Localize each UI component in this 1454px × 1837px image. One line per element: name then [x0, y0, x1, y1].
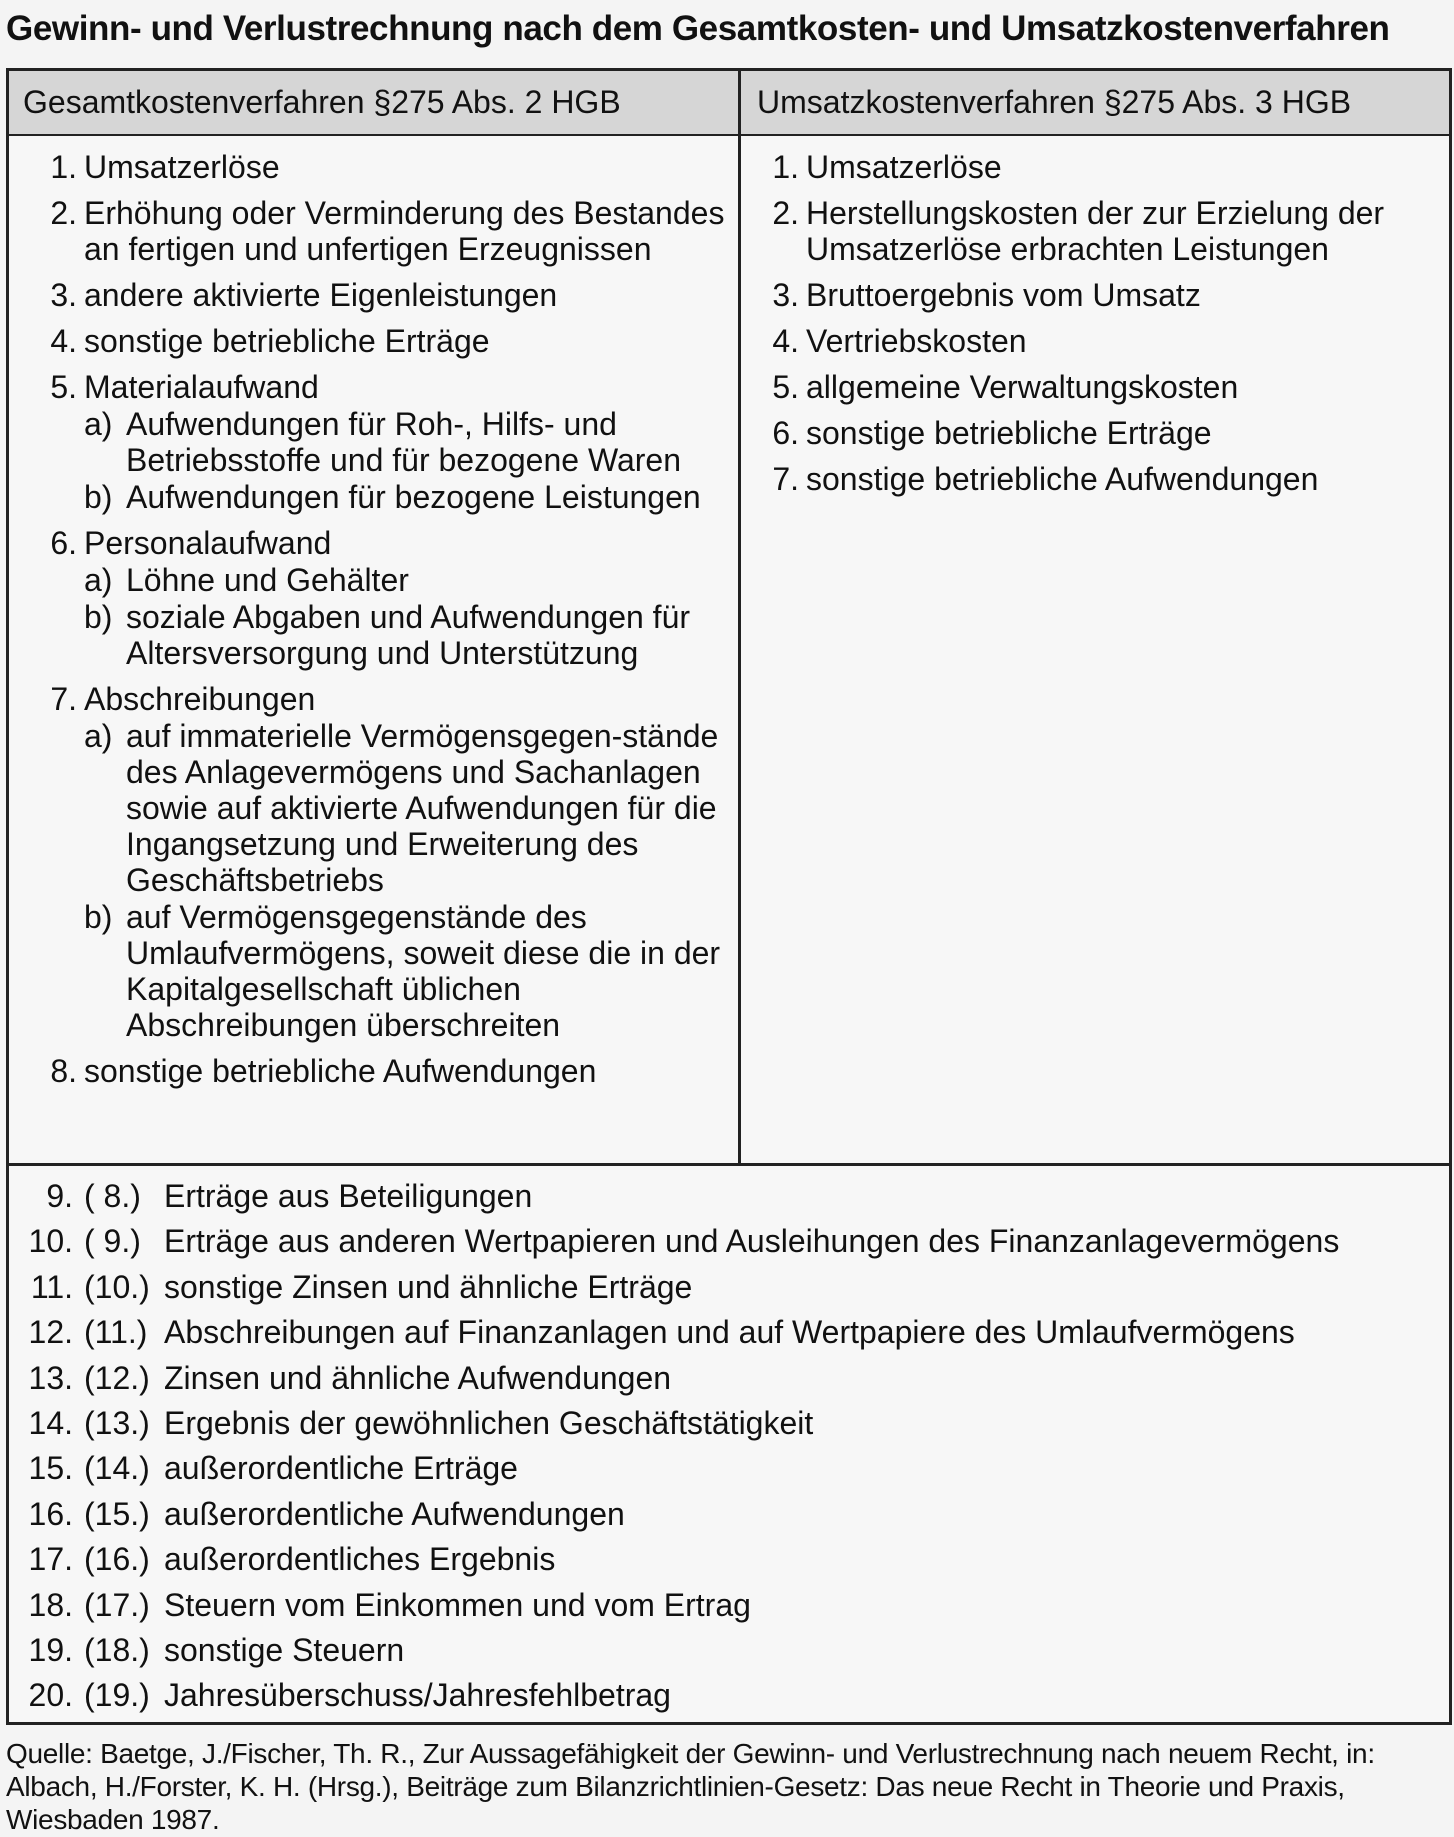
row-label: Abschreibungen auf Finanzanlagen und auf Wertpapiere des Umlaufvermögens [164, 1314, 1295, 1351]
row-number: 13. [28, 1359, 73, 1396]
row-alt-number: (15.) [84, 1495, 150, 1532]
row-number: 19. [28, 1631, 73, 1668]
sub-item-letter: b) [84, 899, 113, 935]
guv-table [6, 68, 1452, 1725]
table-row [23, 1541, 1443, 1577]
item-label: Personalaufwand [84, 525, 332, 561]
source-citation: Quelle: Baetge, J./Fischer, Th. R., Zur Aussagefähigkeit der Gewinn- und Verlustrechnung nach neuem Recht, in: Albach, H./Forster, K. H. (Hrsg.), Beiträge zum Bilanzrichtlinien-Gesetz: Das neue Recht in Theorie und Praxis, Wiesbaden 1987. [6, 1738, 1375, 1835]
list-item [37, 681, 727, 1043]
sub-item [84, 406, 727, 478]
sub-item-letter: a) [84, 406, 113, 442]
gesamtkosten-list [37, 149, 727, 1099]
row-label: außerordentliche Erträge [164, 1450, 518, 1487]
row-label: Zinsen und ähnliche Aufwendungen [164, 1359, 672, 1396]
table-row [23, 1405, 1443, 1441]
item-number: 6. [50, 525, 77, 561]
sub-item [84, 479, 727, 515]
row-alt-number: (12.) [84, 1359, 150, 1396]
row-label: sonstige Steuern [164, 1631, 405, 1668]
row-number: 10. [28, 1223, 73, 1260]
row-label: außerordentliche Aufwendungen [164, 1495, 625, 1532]
row-alt-number: (11.) [84, 1314, 148, 1351]
item-label: Bruttoergebnis vom Umsatz [806, 277, 1201, 313]
row-number: 15. [28, 1450, 73, 1487]
list-item [37, 195, 727, 267]
row-alt-number: ( 9.) [84, 1223, 141, 1260]
item-number: 5. [772, 369, 799, 405]
row-number: 11. [30, 1268, 73, 1305]
item-label: Vertriebskosten [806, 323, 1027, 359]
item-number: 4. [50, 323, 77, 359]
item-label: Abschreibungen [84, 681, 316, 717]
item-label: Umsatzerlöse [84, 149, 280, 185]
row-label: Erträge aus anderen Wertpapieren und Ausleihungen des Finanzanlagevermögens [164, 1223, 1340, 1260]
item-label: andere aktivierte Eigenleistungen [84, 277, 558, 313]
item-number: 2. [50, 195, 77, 231]
umsatzkosten-list [759, 149, 1439, 507]
item-number: 1. [50, 149, 77, 185]
list-item [759, 195, 1439, 267]
table-row [23, 1178, 1443, 1214]
list-item [759, 415, 1439, 451]
table-row [23, 1632, 1443, 1668]
section-divider [9, 1163, 1449, 1166]
row-alt-number: (18.) [84, 1631, 150, 1668]
sub-item-label: soziale Abgaben und Aufwendungen für Altersversorgung und Unterstützung [126, 599, 691, 671]
item-label: sonstige betriebliche Aufwendungen [84, 1053, 597, 1089]
row-label: Steuern vom Einkommen und vom Ertrag [164, 1586, 751, 1623]
list-item [37, 525, 727, 671]
item-label: Umsatzerlöse [806, 149, 1002, 185]
row-label: außerordentliches Ergebnis [164, 1541, 556, 1578]
page-title: Gewinn- und Verlustrechnung nach dem Gesamtkosten- und Umsatzkostenverfahren [6, 9, 1390, 48]
row-label: Jahresüberschuss/Jahresfehlbetrag [164, 1677, 671, 1714]
table-row [23, 1223, 1443, 1259]
row-number: 14. [28, 1404, 73, 1441]
column-divider [738, 71, 741, 1165]
sub-item [84, 899, 727, 1043]
list-item [37, 277, 727, 313]
row-alt-number: (10.) [84, 1268, 150, 1305]
item-label: Herstellungskosten der zur Erzielung der Umsatzerlöse erbrachten Leistungen [806, 195, 1385, 267]
list-item [759, 461, 1439, 497]
list-item [37, 369, 727, 515]
row-alt-number: (14.) [84, 1450, 150, 1487]
table-row [23, 1360, 1443, 1396]
item-label: allgemeine Verwaltungskosten [806, 369, 1239, 405]
item-number: 4. [772, 323, 799, 359]
list-item [37, 323, 727, 359]
list-item [37, 1053, 727, 1089]
row-alt-number: (16.) [84, 1541, 150, 1578]
table-row [23, 1450, 1443, 1486]
sub-item-letter: b) [84, 479, 113, 515]
sub-item-label: Aufwendungen für Roh-, Hilfs- und Betriebsstoffe und für bezogene Waren [126, 406, 682, 478]
common-items-list [23, 1178, 1443, 1723]
row-label: sonstige Zinsen und ähnliche Erträge [164, 1268, 693, 1305]
table-row [23, 1269, 1443, 1305]
row-label: Ergebnis der gewöhnlichen Geschäftstätigkeit [164, 1404, 814, 1441]
item-number: 7. [772, 461, 799, 497]
table-header [9, 71, 1449, 136]
row-number: 12. [28, 1314, 73, 1351]
item-number: 2. [772, 195, 799, 231]
list-item [759, 323, 1439, 359]
row-label: Erträge aus Beteiligungen [164, 1178, 533, 1214]
row-number: 20. [28, 1677, 73, 1714]
item-number: 8. [50, 1053, 77, 1089]
row-number: 17. [28, 1541, 73, 1578]
item-number: 7. [50, 681, 77, 717]
row-alt-number: (19.) [84, 1677, 150, 1714]
item-number: 6. [772, 415, 799, 451]
row-alt-number: (13.) [84, 1404, 150, 1441]
table-row [23, 1587, 1443, 1623]
list-item [759, 277, 1439, 313]
table-row [23, 1677, 1443, 1713]
item-label: Erhöhung oder Verminderung des Bestandes an fertigen und unfertigen Erzeugnissen [84, 195, 725, 267]
sub-item-label: Löhne und Gehälter [126, 562, 409, 598]
item-number: 3. [772, 277, 799, 313]
list-item [759, 149, 1439, 185]
item-label: Materialaufwand [84, 369, 319, 405]
row-alt-number: ( 8.) [84, 1178, 141, 1214]
table-row [23, 1314, 1443, 1350]
sub-item-letter: a) [84, 718, 113, 754]
item-number: 5. [50, 369, 77, 405]
sub-item-label: Aufwendungen für bezogene Leistungen [126, 479, 701, 515]
header-gesamtkostenverfahren: Gesamtkostenverfahren §275 Abs. 2 HGB [23, 84, 621, 120]
item-label: sonstige betriebliche Erträge [806, 415, 1212, 451]
sub-item-letter: b) [84, 599, 113, 635]
header-umsatzkostenverfahren: Umsatzkostenverfahren §275 Abs. 3 HGB [757, 84, 1352, 120]
sub-item-letter: a) [84, 562, 113, 598]
sub-item [84, 599, 727, 671]
sub-item-label: auf Vermögensgegenstände des Umlaufvermögens, soweit diese die in der Kapitalgesellschaft üblichen Abschreibungen überschreiten [126, 899, 721, 1043]
sub-item [84, 562, 727, 598]
list-item [759, 369, 1439, 405]
sub-item-label: auf immaterielle Vermögensgegen-stände des Anlagevermögens und Sachanlagen sowie auf aktivierte Aufwendungen für die Ingangsetzung und Erweiterung des Geschäftsbetriebs [126, 718, 719, 898]
row-number: 16. [28, 1495, 73, 1532]
list-item [37, 149, 727, 185]
table-row [23, 1496, 1443, 1532]
item-number: 1. [772, 149, 799, 185]
row-number: 18. [28, 1586, 73, 1623]
row-number: 9. [46, 1178, 73, 1214]
item-label: sonstige betriebliche Erträge [84, 323, 490, 359]
item-number: 3. [50, 277, 77, 313]
sub-item [84, 718, 727, 898]
row-alt-number: (17.) [84, 1586, 150, 1623]
item-label: sonstige betriebliche Aufwendungen [806, 461, 1319, 497]
